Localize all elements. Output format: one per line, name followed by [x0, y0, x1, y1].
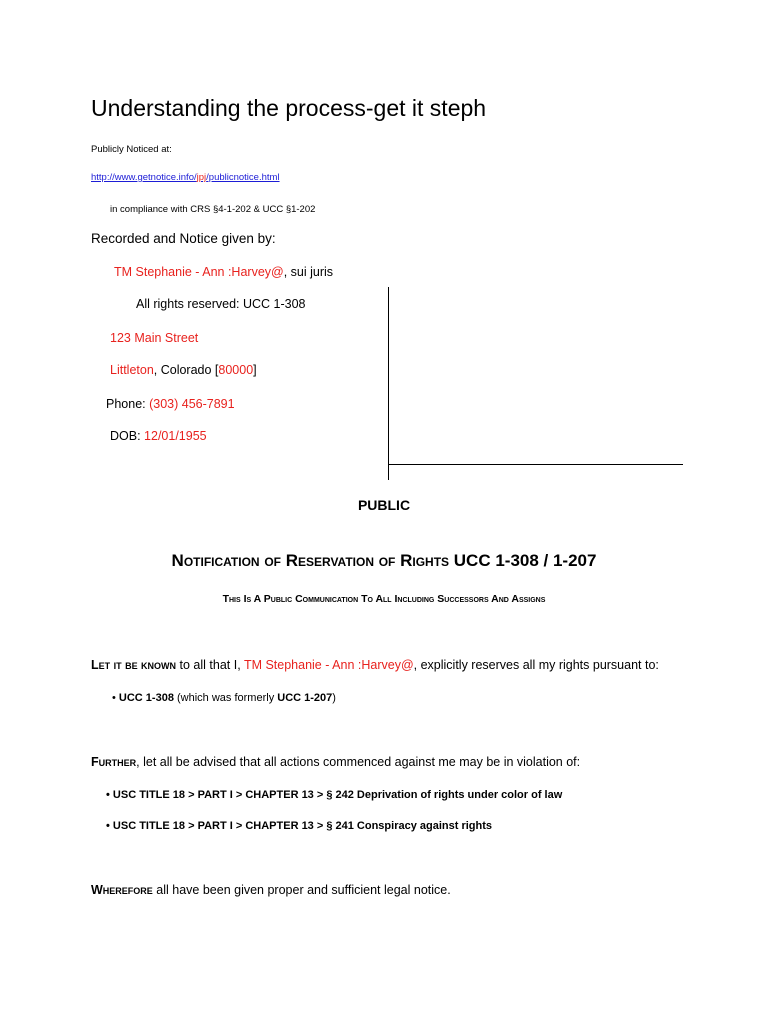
dob-value: 12/01/1955	[144, 429, 207, 443]
ucc-1308: UCC 1-308	[118, 692, 174, 704]
usc-bullet-242: • USC TITLE 18 > PART I > CHAPTER 13 > § 242 Deprivation of rights under color of law	[106, 789, 563, 801]
bullet-dot: •	[112, 692, 116, 704]
close-paren: )	[332, 692, 336, 704]
recorder-name-line	[114, 265, 333, 279]
dob-label: DOB:	[110, 429, 145, 443]
city: Littleton	[110, 363, 154, 377]
ucc-1207: UCC 1-207	[277, 692, 333, 704]
let-known-name: TM Stephanie - Ann :Harvey@	[243, 658, 414, 672]
zip-close: ]	[253, 363, 257, 377]
recorded-heading: Recorded and Notice given by:	[91, 231, 276, 246]
let-known-lead: Let it be known	[91, 658, 177, 672]
wherefore-text: all have been given proper and sufficient legal notice.	[152, 883, 451, 897]
zip: 80000	[218, 363, 254, 377]
public-label: PUBLIC	[357, 497, 411, 513]
sui-juris: , sui juris	[283, 265, 334, 279]
public-notice-link[interactable]	[91, 172, 280, 183]
further-paragraph	[91, 755, 580, 769]
wherefore-lead: Wherefore	[91, 883, 153, 897]
rights-reserved: All rights reserved: UCC 1-308	[136, 297, 306, 311]
let-known-text-1: to all that I,	[176, 658, 244, 672]
vertical-rule	[388, 287, 389, 480]
wherefore-paragraph	[91, 883, 451, 897]
further-text: , let all be advised that all actions commenced against me may be in violation of:	[136, 755, 581, 769]
horizontal-rule	[388, 464, 683, 465]
dob-line	[110, 429, 207, 443]
further-lead: Further	[91, 755, 137, 769]
city-line	[110, 363, 257, 377]
phone-number: (303) 456-7891	[149, 397, 235, 411]
state: , Colorado [	[153, 363, 219, 377]
phone-line	[106, 397, 235, 411]
notification-heading: Notification of Reservation of Rights UCC 1-308 / 1-207	[171, 551, 597, 570]
url-part-2: jpj	[196, 172, 207, 183]
url-part-3: /publicnotice.html	[206, 172, 280, 183]
ucc-bullet	[112, 692, 336, 704]
let-known-text-2: , explicitly reserves all my rights pursuant to:	[413, 658, 659, 672]
publicly-noticed-label: Publicly Noticed at:	[91, 144, 172, 155]
url-part-1: http://www.getnotice.info/	[91, 172, 197, 183]
let-it-be-known-paragraph	[91, 658, 659, 672]
document-title: Understanding the process-get it steph	[91, 95, 487, 121]
street-address: 123 Main Street	[110, 331, 199, 345]
phone-label: Phone:	[106, 397, 150, 411]
notification-subheading: This Is A Public Communication To All Including Successors And Assigns	[222, 593, 546, 605]
usc-bullet-241: • USC TITLE 18 > PART I > CHAPTER 13 > § 241 Conspiracy against rights	[106, 820, 493, 832]
compliance-note: in compliance with CRS §4-1-202 & UCC §1-202	[110, 204, 316, 215]
formerly-text: (which was formerly	[173, 692, 278, 704]
recorder-name: TM Stephanie - Ann :Harvey@	[114, 265, 284, 279]
